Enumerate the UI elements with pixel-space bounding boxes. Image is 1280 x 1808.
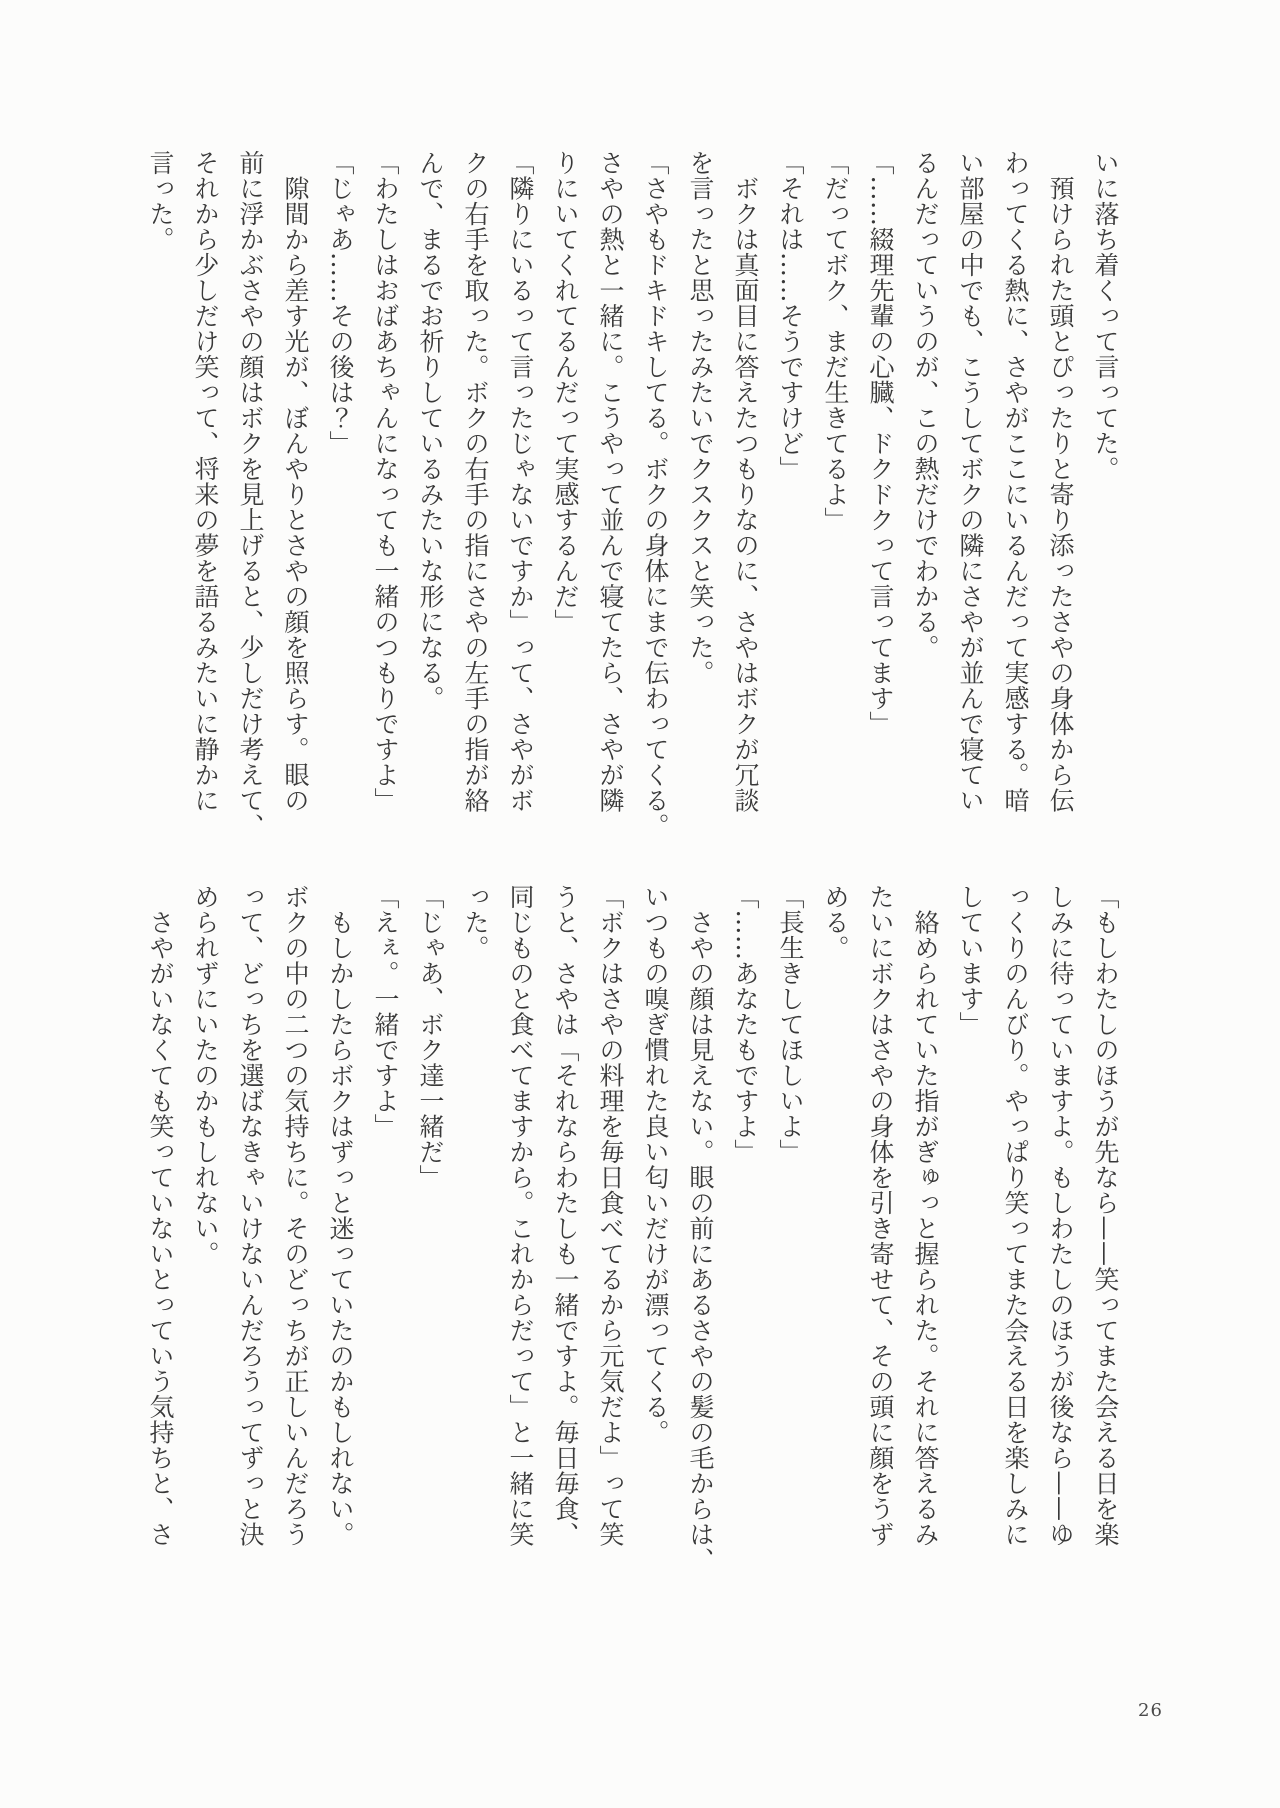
text-line: っくりのんびり。やっぱり笑ってまた会える日を楽しみに xyxy=(1001,884,1030,1547)
text-line: わってくる熱に、さやがここにいるんだって実感する。暗 xyxy=(1001,150,1030,813)
text-line: を言ったと思ったみたいでクスクスと笑った。 xyxy=(686,150,715,686)
text-line: 「じゃあ、ボク達一緒だ」 xyxy=(416,884,445,1190)
text-block-bottom xyxy=(138,884,1128,1604)
text-line: 「もしわたしのほうが先なら——笑ってまた会える日を楽 xyxy=(1091,884,1120,1547)
text-line: ボクの中の二つの気持ちに。そのどっちが正しいんだろう xyxy=(281,884,310,1547)
text-line: いに落ち着くって言ってた。 xyxy=(1091,150,1120,482)
text-line: んで、まるでお祈りしているみたいな形になる。 xyxy=(416,150,445,711)
text-line: 預けられた頭とぴったりと寄り添ったさやの身体から伝 xyxy=(1046,150,1075,813)
text-line: 「さやもドキドキしてる。ボクの身体にまで伝わってくる。 xyxy=(641,150,670,839)
text-line: しています」 xyxy=(956,884,985,1037)
text-line: 同じものと食べてますから。これからだって」と一緒に笑 xyxy=(506,884,535,1547)
text-line: める。 xyxy=(821,884,850,961)
text-line: 「……あなたもですよ」 xyxy=(731,884,760,1165)
text-line: うと、さやは「それならわたしも一緒ですよ。毎日毎食、 xyxy=(551,884,580,1547)
text-line: められずにいたのかもしれない。 xyxy=(191,884,220,1267)
text-line: 前に浮かぶさやの顔はボクを見上げると、少しだけ考えて、 xyxy=(236,150,265,839)
text-line: るんだっていうのが、この熱だけでわかる。 xyxy=(911,150,940,660)
text-line: さやの顔は見えない。眼の前にあるさやの髪の毛からは、 xyxy=(686,884,715,1573)
text-line: クの右手を取った。ボクの右手の指にさやの左手の指が絡 xyxy=(461,150,490,813)
text-line: もしかしたらボクはずっと迷っていたのかもしれない。 xyxy=(326,884,355,1547)
text-line: たいにボクはさやの身体を引き寄せて、その頭に顔をうず xyxy=(866,884,895,1547)
text-line: さやの熱と一緒に。こうやって並んで寝てたら、さやが隣 xyxy=(596,150,625,813)
page-number: 26 xyxy=(1138,1700,1163,1721)
text-line: 「じゃあ……その後は？」 xyxy=(326,150,355,456)
text-line: 「わたしはおばあちゃんになっても一緒のつもりですよ」 xyxy=(371,150,400,813)
text-line: い部屋の中でも、こうしてボクの隣にさやが並んで寝てい xyxy=(956,150,985,813)
text-line: 隙間から差す光が、ぼんやりとさやの顔を照らす。眼の xyxy=(281,150,310,813)
text-line: 「えぇ。一緒ですよ」 xyxy=(371,884,400,1139)
text-line: 「ボクはさやの料理を毎日食べてるから元気だよ」って笑 xyxy=(596,884,625,1547)
text-line: 「それは……そうですけど」 xyxy=(776,150,805,482)
text-line: ボクは真面目に答えたつもりなのに、さやはボクが冗談 xyxy=(731,150,760,813)
text-line: りにいてくれてるんだって実感するんだ」 xyxy=(551,150,580,635)
text-line: 「長生きしてほしいよ」 xyxy=(776,884,805,1165)
text-line: 「……綴理先輩の心臓、ドクドクって言ってます」 xyxy=(866,150,895,737)
text-line: さやがいなくても笑っていないとっていう気持ちと、さ xyxy=(146,884,175,1547)
text-line: 「隣りにいるって言ったじゃないですか」って、さやがボ xyxy=(506,150,535,813)
text-line: 言った。 xyxy=(146,150,175,252)
text-line: しみに待っていますよ。もしわたしのほうが後なら——ゆ xyxy=(1046,884,1075,1547)
text-line: 絡められていた指がぎゅっと握られた。それに答えるみ xyxy=(911,884,940,1547)
text-line: った。 xyxy=(461,884,490,961)
text-block-top xyxy=(138,150,1128,870)
text-line: 「だってボク、まだ生きてるよ」 xyxy=(821,150,850,533)
text-line: それから少しだけ笑って、将来の夢を語るみたいに静かに xyxy=(191,150,220,813)
text-line: いつもの嗅ぎ慣れた良い匂いだけが漂ってくる。 xyxy=(641,884,670,1445)
text-line: って、どっちを選ばなきゃいけないんだろうってずっと決 xyxy=(236,884,265,1547)
